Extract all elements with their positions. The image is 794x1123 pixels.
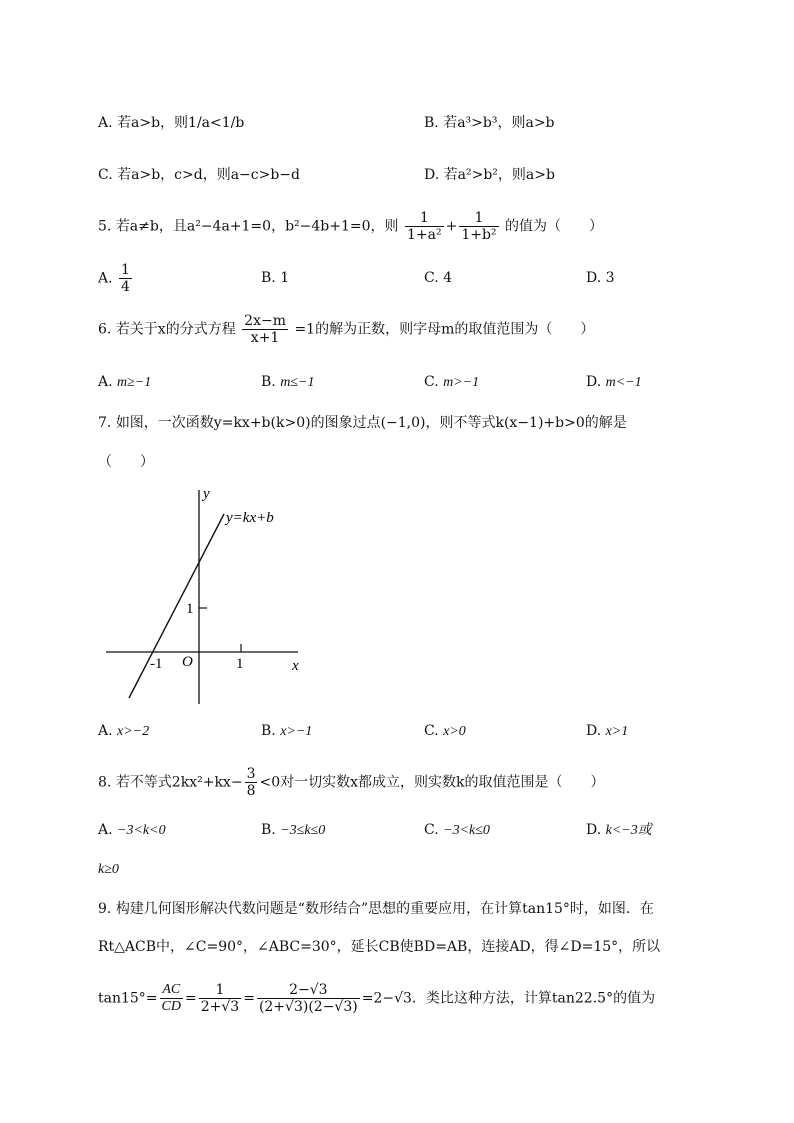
function-line — [129, 514, 224, 698]
option-label: C. — [424, 723, 439, 739]
question-number: 9. — [98, 901, 112, 917]
option-text: x>1 — [605, 724, 629, 739]
q5-fraction-2 — [459, 210, 498, 243]
q6-stem-post: =1的解为正数，则字母m的取值范围为（ ） — [294, 321, 595, 338]
q7-stem-cont — [98, 452, 154, 472]
option-label: C. — [424, 374, 439, 390]
option-label: B. — [261, 822, 276, 838]
q7-option-b — [261, 721, 312, 742]
option-text: x>−1 — [280, 724, 313, 739]
option-text: −3<k<0 — [117, 823, 166, 838]
option-text: 若a>b，c>d，则a−c>b−d — [117, 167, 300, 183]
denominator: 1+a² — [406, 227, 442, 243]
q6-stem — [98, 313, 594, 346]
q9-fraction-3 — [257, 982, 360, 1015]
denominator: CD — [161, 999, 181, 1014]
option-label: B. — [424, 115, 439, 131]
numerator: 1 — [121, 262, 130, 278]
option-text: −3≤k≤0 — [280, 823, 326, 838]
option-label: D. — [424, 167, 440, 183]
numerator: 1 — [199, 982, 241, 999]
question-number: 7. — [98, 415, 112, 431]
q4-option-a — [98, 113, 244, 133]
q8-fraction — [245, 766, 258, 799]
option-text: k≥0 — [98, 862, 119, 877]
numerator: 1 — [405, 210, 444, 227]
question-number: 8. — [98, 774, 112, 791]
denominator: x+1 — [250, 330, 280, 346]
q8-option-a — [98, 820, 166, 841]
option-label: B. — [261, 374, 276, 390]
q7-stem-text: 如图，一次函数y=kx+b(k>0)的图象过点(−1,0)，则不等式k(x−1)+b>0的解是 — [115, 415, 627, 431]
numerator: 3 — [246, 766, 256, 782]
q8-option-d-cont — [98, 859, 119, 880]
q9-text-1: 构建几何图形解决代数问题是“数形结合”思想的重要应用，在计算tan15°时，如图．在 — [115, 901, 654, 917]
option-text: m>−1 — [443, 375, 480, 390]
q7-option-a — [98, 721, 149, 742]
q6-option-b — [261, 372, 314, 393]
option-label: D. — [586, 822, 602, 838]
option-label: A. — [98, 374, 113, 390]
denominator: 8 — [246, 783, 256, 799]
option-text: m≤−1 — [280, 375, 315, 390]
option-text: x>0 — [443, 724, 466, 739]
q5-stem-pre: 若a≠b，且a²−4a+1=0，b²−4b+1=0，则 — [115, 218, 399, 235]
option-label: A. — [98, 723, 113, 739]
tick-label-y1: 1 — [186, 601, 194, 617]
option-label: D. — [586, 270, 602, 286]
q4-option-c — [98, 165, 300, 185]
option-text: k<−3或 — [605, 823, 652, 838]
q7-stem-paren: （ ） — [98, 454, 154, 470]
option-text: 4 — [443, 270, 453, 286]
option-label: C. — [424, 270, 439, 286]
q8-stem — [98, 766, 605, 799]
numerator: 2x−m — [244, 313, 286, 329]
origin-label: O — [182, 654, 193, 670]
q5-option-d — [586, 268, 615, 288]
q7-graph — [100, 484, 310, 708]
denominator: 1+b² — [461, 227, 497, 243]
q4-option-b — [424, 113, 555, 133]
option-fraction — [119, 262, 132, 295]
q8-option-b — [261, 820, 325, 841]
q8-option-d — [586, 820, 652, 841]
option-label: B. — [261, 723, 276, 739]
denominator: 2+√3 — [200, 999, 240, 1015]
option-label: A. — [98, 270, 113, 287]
tick-label-x1: 1 — [236, 656, 244, 672]
q6-stem-pre: 若关于x的分式方程 — [115, 321, 236, 338]
tick-label-neg1: -1 — [150, 656, 163, 672]
option-label: A. — [98, 822, 113, 838]
option-label: A. — [98, 115, 113, 131]
numerator: AC — [160, 982, 183, 999]
question-number: 5. — [98, 218, 112, 235]
q8-stem-post: <0对一切实数x都成立，则实数k的取值范围是（ ） — [259, 774, 605, 791]
option-label: B. — [261, 270, 276, 286]
option-label: C. — [98, 167, 113, 183]
denominator: 4 — [121, 279, 130, 295]
q7-stem — [98, 413, 627, 433]
line-label: y=kx+b — [226, 510, 274, 526]
option-label: D. — [586, 374, 602, 390]
q9-text-2: Rt△ACB中，∠C=90°，∠ABC=30°，延长CB使BD=AB，连接AD，得∠D=15°，所以 — [98, 939, 661, 955]
q5-stem: 5. 若a≠b，且a²−4a+1=0，b²−4b+1=0，则 $\frac{1}{\text{1+a²}}$ + $\frac{1}{\text{1+b²}}$ 的值为（ ） — [98, 210, 603, 243]
q6-fraction — [242, 313, 288, 346]
option-text: x>−2 — [117, 724, 150, 739]
q9-fraction-2 — [199, 982, 241, 1015]
option-text: 若a³>b³，则a>b — [443, 115, 555, 131]
option-text: 3 — [605, 270, 615, 286]
denominator: (2+√3)(2−√3) — [258, 999, 358, 1015]
option-label: C. — [424, 822, 439, 838]
question-number: 6. — [98, 321, 112, 338]
option-text: 若a²>b²，则a>b — [443, 167, 555, 183]
q5-option-b — [261, 268, 289, 288]
numerator: 2−√3 — [257, 982, 360, 999]
q9-text-3-pre: tan15°= — [98, 990, 158, 1007]
q9-line-2 — [98, 937, 660, 957]
q8-stem-pre: 若不等式2kx²+kx− — [115, 774, 243, 791]
q7-option-c — [424, 721, 466, 742]
q9-fraction-1 — [160, 982, 183, 1015]
option-label: D. — [586, 723, 602, 739]
q8-option-c — [424, 820, 490, 841]
option-text: m≥−1 — [117, 375, 152, 390]
q4-option-d — [424, 165, 555, 185]
q6-option-a — [98, 372, 151, 393]
q5-option-c — [424, 268, 452, 288]
q7-option-d — [586, 721, 628, 742]
q9-line-3: tan15°= $\frac{AC}{CD}$ = $\frac{1}{2+√3}$ = $\frac{2-√3}{(2+√3)(2-√3)}$ =2−√3．类比这种方法，计算tan22.5°的值为 — [98, 982, 656, 1015]
numerator: 1 — [459, 210, 498, 227]
q5-option-a — [98, 262, 134, 295]
option-text: −3<k≤0 — [443, 823, 490, 838]
q9-text-3-post: =2−√3．类比这种方法，计算tan22.5°的值为 — [361, 990, 656, 1007]
q6-option-c — [424, 372, 479, 393]
q5-stem-post: 的值为（ ） — [505, 218, 603, 235]
q6-option-d — [586, 372, 642, 393]
option-text: 若a>b，则1/a<1/b — [117, 115, 245, 131]
q5-fraction-1 — [405, 210, 444, 243]
q9-line-1 — [98, 899, 654, 919]
x-axis-label: x — [292, 658, 299, 674]
y-axis-label: y — [203, 486, 210, 502]
option-text: m<−1 — [605, 375, 642, 390]
option-text: 1 — [280, 270, 290, 286]
